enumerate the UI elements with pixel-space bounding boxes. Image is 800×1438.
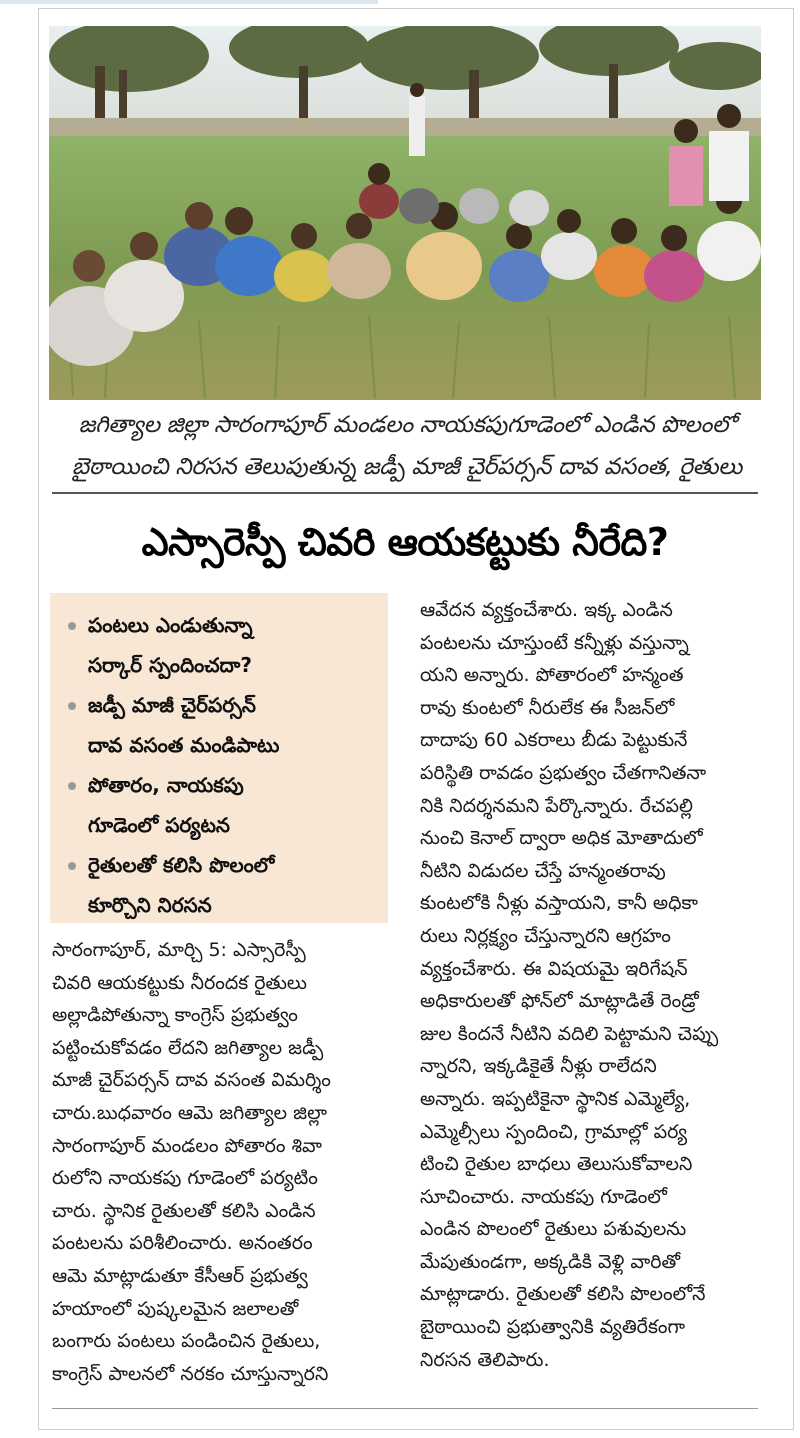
highlight-text: పోతారం, నాయకపు [88, 773, 244, 797]
body-line: మేపుతుండగా, అక్కడికి వెళ్లి వారితో [420, 1250, 681, 1273]
bottom-divider [52, 1408, 758, 1409]
highlight-text: సర్కార్ స్పందించదా? [88, 653, 252, 677]
top-strip [0, 0, 378, 4]
body-line: టించి రైతుల బాధలు తెలుసుకోవాలని [420, 1153, 693, 1176]
body-line: నీటిని విడుదల చేస్తే హన్మంతరావు [420, 859, 666, 882]
body-column-left [52, 934, 388, 1390]
headline: ఎస్సారెస్పీ చివరి ఆయకట్టుకు నీరేది? [141, 520, 669, 564]
body-line: పంటలను చూస్తుంటే కన్నీళ్లు వస్తున్నా [420, 631, 689, 654]
caption-line: జగిత్యాల జిల్లా సారంగాపూర్ మండలం నాయకపుగూడెంలో ఎండిన పొలంలో [78, 412, 736, 438]
highlight-text: కూర్చొని నిరసన [88, 893, 212, 917]
body-line: దాదాపు 60 ఎకరాలు బీడు పెట్టుకునే [420, 729, 688, 752]
divider [52, 492, 758, 494]
body-line: నిరసన తెలిపారు. [420, 1348, 550, 1371]
body-line: అల్లాడిపోతున్నా కాంగ్రెస్ ప్రభుత్వం [52, 1004, 298, 1027]
body-line: మాట్లాడారు. రైతులతో కలిసి పొలంలోనే [420, 1283, 706, 1306]
body-line: చారు. స్థానిక రైతులతో కలిసి ఎండిన [52, 1199, 316, 1222]
body-line: జుల కిందనే నీటిని వదిలి పెట్టామని చెప్పు [420, 1022, 719, 1045]
body-line: బంగారు పంటలు పండించిన రైతులు, [52, 1330, 321, 1353]
body-line: రావు కుంటలో నీరులేక ఈ సీజన్‌లో [420, 696, 675, 719]
body-line: నికి నిదర్శనమని పేర్కొన్నారు. రేచపల్లి [420, 794, 693, 817]
body-line: కుంటలోకి నీళ్లు వస్తాయని, కానీ అధికా [420, 892, 698, 915]
body-line: బైఠాయించి ప్రభుత్వానికి వ్యతిరేకంగా [420, 1316, 685, 1339]
body-line: పరిస్థితి రావడం ప్రభుత్వం చేతగానితనా [420, 761, 707, 784]
body-line: చారు.బుధవారం ఆమె జగిత్యాల జిల్లా [52, 1101, 327, 1124]
bullet-icon [68, 702, 76, 710]
body-line: ఎండిన పొలంలో రైతులు పశువులను [420, 1218, 687, 1241]
highlight-text: రైతులతో కలిసి పొలంలో [88, 853, 275, 877]
body-line: అధికారులతో ఫోన్‌లో మాట్లాడితే రెండ్రో [420, 990, 699, 1013]
body-line: ఆమె మాట్లాడుతూ కేసీఆర్ ప్రభుత్వ [52, 1264, 308, 1287]
body-column-right [420, 594, 764, 1376]
body-line: హయాంలో పుష్కలమైన జలాలతో [52, 1297, 299, 1320]
bullet-icon [68, 622, 76, 630]
body-line: సారంగాపూర్ మండలం పోతారం శివా [52, 1134, 322, 1157]
highlight-text: దావ వసంత మండిపాటు [88, 733, 280, 757]
news-photo [49, 26, 761, 400]
body-line: రులోని నాయకపు గూడెంలో పర్యటిం [52, 1167, 318, 1190]
body-line: సారంగాపూర్, మార్చి 5: ఎస్సారెస్పీ [52, 939, 306, 961]
highlight-text: గూడెంలో పర్యటన [88, 813, 230, 837]
bullet-icon [68, 782, 76, 790]
highlight-text: పంటలు ఎండుతున్నా [88, 613, 253, 637]
caption-line: బైఠాయించి నిరసన తెలుపుతున్న జడ్పీ మాజీ చైర్‌పర్సన్ దావ వసంత, రైతులు [71, 454, 743, 480]
photo-caption [52, 404, 762, 488]
highlight-item [50, 845, 388, 925]
body-line: మాజీ చైర్‌పర్సన్ దావ వసంత విమర్శిం [52, 1069, 331, 1092]
body-line: అన్నారు. ఇప్పటికైనా స్థానిక ఎమ్మెల్యే, [420, 1087, 691, 1110]
body-line: రులు నిర్లక్ష్యం చేస్తున్నారని ఆగ్రహం [420, 924, 671, 947]
highlights-box [50, 593, 388, 923]
body-line: నుంచి కెనాల్ ద్వారా అధిక మోతాదులో [420, 827, 703, 850]
body-line: యని అన్నారు. పోతారంలో హన్మంత [420, 664, 684, 687]
bullet-icon [68, 862, 76, 870]
highlight-item [50, 605, 388, 685]
body-line: ఎమ్మెల్సీలు స్పందించి, గ్రామాల్లో పర్య [420, 1120, 688, 1143]
body-line: పంటలను పరిశీలించారు. అనంతరం [52, 1232, 313, 1255]
body-line: వ్యక్తంచేశారు. ఈ విషయమై ఇరిగేషన్ [420, 957, 688, 980]
highlight-text: జడ్పీ మాజీ చైర్‌పర్సన్ [88, 693, 256, 717]
highlight-item [50, 685, 388, 765]
highlight-item [50, 765, 388, 845]
body-line: కాంగ్రెస్ పాలనలో నరకం చూస్తున్నారని [52, 1362, 329, 1385]
body-line: ఆవేదన వ్యక్తంచేశారు. ఇక్క ఎండిన [420, 599, 673, 621]
body-line: న్నారని, ఇక్కడికైతే నీళ్లు రాలేదని [420, 1055, 657, 1078]
body-line: చివరి ఆయకట్టుకు నీరందక రైతులు [52, 971, 307, 994]
body-line: పట్టించుకోవడం లేదని జగిత్యాల జడ్పీ [52, 1036, 324, 1059]
body-line: సూచించారు. నాయకపు గూడెంలో [420, 1185, 667, 1208]
